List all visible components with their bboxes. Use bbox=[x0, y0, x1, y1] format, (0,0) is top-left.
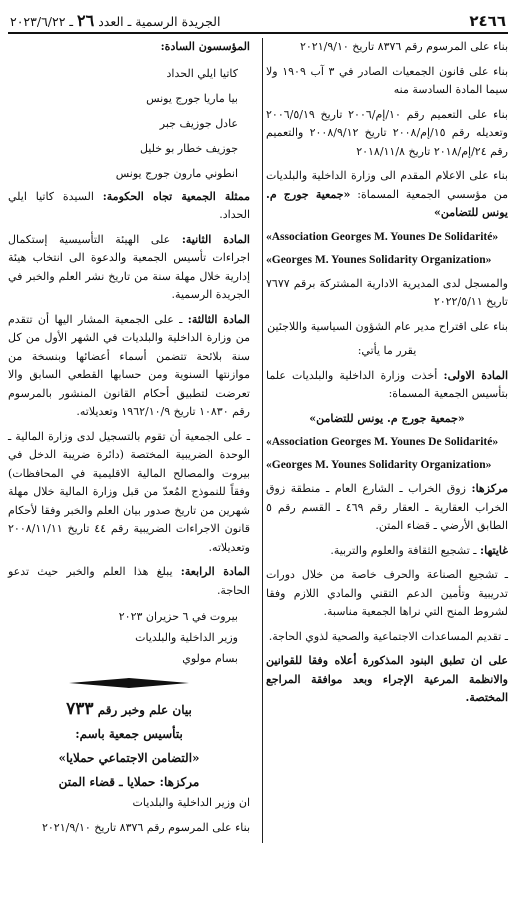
registration-reference: والمسجل لدى المديرية الادارية المشتركة برقم ٧٦٧٧ تاريخ ٢٠٢٢/٥/١١ bbox=[266, 276, 508, 308]
notice-headquarters: مركزها: حملايا ـ قضاء المتن bbox=[58, 775, 200, 789]
notice-decree-reference: بناء على المرسوم رقم ٨٣٧٦ تاريخ ٢٠٢١/٩/١٠ bbox=[41, 820, 250, 834]
diamond-rule-icon bbox=[69, 677, 189, 689]
signature-title: وزير الداخلية والبلديات bbox=[135, 631, 238, 644]
decree-reference: بناء على المرسوم رقم ٨٣٧٦ تاريخ ٢٠٢١/٩/١٠ bbox=[299, 40, 508, 53]
headquarters-text: زوق الخراب ـ الشارع العام ـ منطقة زوق الخراب العقارية ـ العقار رقم ٤٦٩ ـ القسم رقم ٥ الطابق الأرضي ـ قضاء المتن. bbox=[266, 482, 508, 532]
goals bbox=[266, 542, 508, 561]
representative-label: ممثلة الجمعية تجاه الحكومة: bbox=[102, 189, 250, 203]
association-name-english: «Georges M. Younes Solidarity Organization» bbox=[266, 253, 492, 266]
page-number: ٢٤٦٦ bbox=[469, 12, 506, 30]
columns bbox=[8, 38, 508, 843]
founder-item: كاتيا ايلي الحداد bbox=[166, 66, 238, 80]
running-head bbox=[10, 11, 220, 30]
goal-1: ـ تشجيع الثقافة والعلوم والتربية. bbox=[330, 543, 477, 557]
article-4-label: المادة الرابعة: bbox=[180, 565, 250, 578]
notification-text: بناء على الاعلام المقدم الى وزارة الداخلية والبلديات من مؤسسي الجمعية المسماة: bbox=[266, 169, 508, 201]
article-4 bbox=[8, 563, 250, 600]
representative-name: السيدة كاتيا ايلي الحداد. bbox=[8, 189, 250, 221]
article-3-tax-registration: ـ على الجمعية أن تقوم بالتسجيل لدى وزارة المالية ـ الوحدة الضريبية المختصة (دائرة ضريبة الدخل في بيروت والمصالح المالية الاقليمية في المحافظات) وفقاً للنموذج المُعدّ من قبل وزارة المالية خلال مهلة شهرين من تاريخ صدور بيان العلم والخبر وفقا لأحكام قانون الاجراءات الضريبية رقم ٤٤ تاريخ ٢٠٠٨/١١/١١ وتعديلاته. bbox=[8, 429, 250, 554]
article-1-label: المادة الاولى: bbox=[443, 368, 508, 382]
founders-label: المؤسسون السادة: bbox=[160, 40, 250, 53]
article-1 bbox=[266, 367, 508, 404]
goal-2: ـ تشجيع الصناعة والحرف خاصة من خلال دورات تدريبية وتأمين الدعم التقني والمادي اللازم وفقا لشروط المنح التي نراها الجمعية مناسبة. bbox=[266, 568, 508, 618]
notification-paragraph bbox=[266, 167, 508, 223]
notice-title-text: بيان علم وخبر رقم bbox=[97, 703, 192, 717]
notice-number: ٧٣٣ bbox=[66, 699, 94, 719]
left-column bbox=[8, 38, 250, 843]
article-3-label: المادة الثالثة: bbox=[187, 312, 250, 326]
association-name-arabic: «جمعية جورج م. يونس للتضامن» bbox=[266, 187, 508, 219]
government-representative bbox=[8, 188, 250, 225]
minister-intro: ان وزير الداخلية والبلديات bbox=[132, 796, 250, 809]
notice-subtitle: بتأسيس جمعية باسم: bbox=[75, 727, 183, 741]
founder-item: جوزيف خطار بو خليل bbox=[139, 141, 238, 155]
separator-ornament bbox=[8, 677, 250, 689]
goals-label: غايتها: bbox=[480, 543, 508, 557]
signature-place-date: بيروت في ٦ حزيران ٢٠٢٣ bbox=[118, 610, 238, 623]
associations-law-reference: بناء على قانون الجمعيات الصادر في ٣ آب ١٩٠٩ ولا سيما المادة السادسة منه bbox=[266, 64, 509, 96]
article-2-text: على الهيئة التأسيسية إستكمال اجراءات تأسيس الجمعية والدعوة الى انتخاب هيئة إدارية خلال مهلة سنة من تاريخ نشر العلم والخبر في الجريدة الرسمية. bbox=[8, 232, 250, 301]
closing-condition: على ان تطبق البنود المذكورة أعلاه وفقا للقوانين والانظمة المرعية الإجراء وبعد موافقة المراجع المختصة. bbox=[266, 654, 508, 704]
issue-number: ٢٦ bbox=[77, 11, 95, 30]
headquarters bbox=[266, 480, 508, 536]
founder-item: انطوني مارون جورج يونس bbox=[115, 166, 238, 180]
proposal-reference: بناء على اقتراح مدير عام الشؤون السياسية واللاجئين bbox=[267, 319, 508, 333]
article-3-text: ـ على الجمعية المشار اليها أن تتقدم من وزارة الداخلية والبلديات في الشهر الأول من كل سنة بلائحة تتضمن أسماء أعضائها وبنسخة من موازنتها السنوية ومن حسابها القطعي السابق والا تعرضت لتطبيق أحكام القانون المنشور بالمرسوم رقم ١٠٨٣٠ تاريخ ١٩٦٢/١٠/٩ وتعديلاته. bbox=[8, 312, 250, 418]
notice-association-name: «التضامن الاجتماعي حملايا» bbox=[58, 751, 200, 765]
article-1-text: أخذت وزارة الداخلية والبلديات علما بتأسيس الجمعية المسماة: bbox=[266, 368, 508, 400]
running-head-title: الجريدة الرسمية ـ العدد bbox=[98, 14, 221, 29]
article-1-name-french: «Association Georges M. Younes De Solidarité» bbox=[266, 436, 499, 448]
column-divider bbox=[262, 38, 263, 843]
article-2-label: المادة الثانية: bbox=[181, 232, 250, 246]
issue-date: ـ ٢٠٢٣/٦/٢٢ bbox=[10, 14, 74, 29]
article-1-name-english: «Georges M. Younes Solidarity Organization» bbox=[266, 459, 492, 471]
right-column bbox=[266, 38, 508, 843]
article-2 bbox=[8, 231, 250, 305]
page-header bbox=[8, 4, 508, 34]
association-name-french: «Association Georges M. Younes De Solidarité» bbox=[266, 230, 499, 243]
circulars-reference: بناء على التعميم رقم ١٠/إم/٢٠٠٦ تاريخ ٢٠٠٦/٥/١٩ وتعديله رقم ١٥/إم/٢٠٠٨ تاريخ ٢٠٠٨/٩/١٢ والتعميم رقم ٢٤/إم/٢٠١٨ تاريخ ٢٠١٨/١١/٨ bbox=[266, 107, 508, 158]
article-4-text: يبلغ هذا العلم والخبر حيث تدعو الحاجة. bbox=[8, 565, 250, 597]
founder-item: عادل جوزيف جبر bbox=[159, 116, 238, 130]
headquarters-label: مركزها: bbox=[471, 482, 508, 495]
decides-heading: يقرر ما يأتي: bbox=[357, 344, 417, 357]
signature-name: بسام مولوي bbox=[182, 652, 238, 665]
founder-item: بيا ماريا جورج يونس bbox=[146, 91, 238, 105]
notice-title bbox=[8, 697, 250, 722]
article-3 bbox=[8, 311, 250, 422]
goal-3: ـ تقديم المساعدات الاجتماعية والصحية لذوي الحاجة. bbox=[268, 629, 508, 643]
article-1-name-arabic: «جمعية جورج م. يونس للتضامن» bbox=[309, 411, 465, 425]
